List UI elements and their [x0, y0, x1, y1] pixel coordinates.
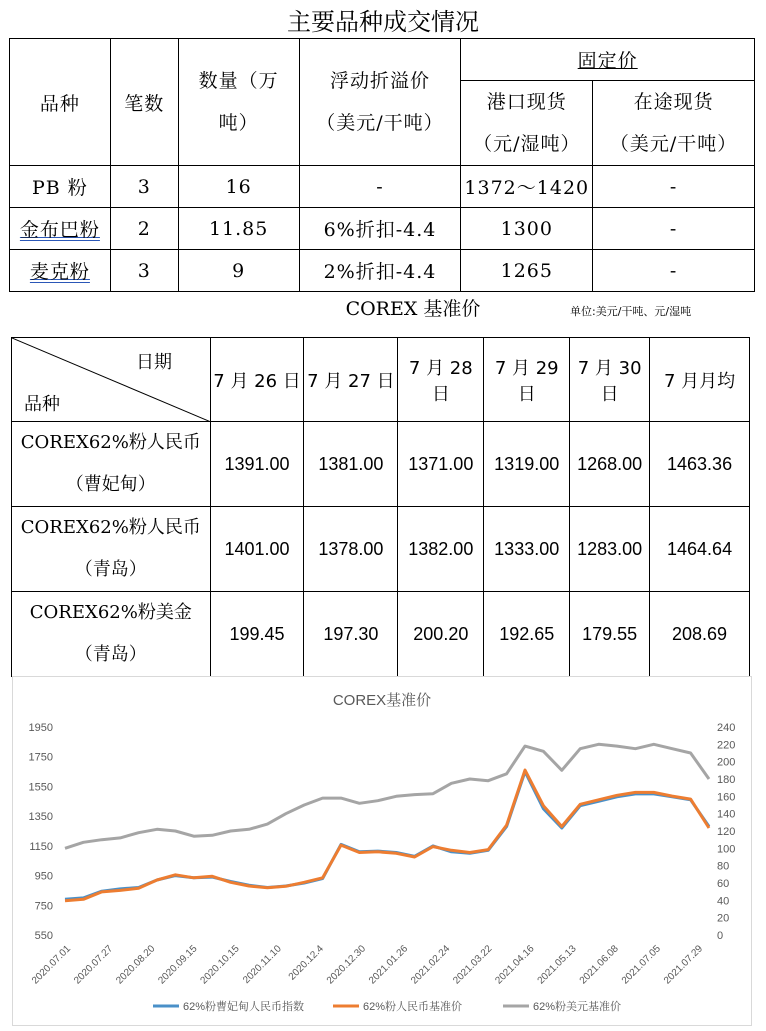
y-right-tick-label: 220	[717, 739, 736, 752]
y-left-tick-label: 1550	[28, 781, 53, 794]
cell-float: -	[299, 166, 461, 208]
price-cell: 1333.00	[484, 507, 570, 592]
y-right-tick-label: 60	[717, 878, 730, 890]
y-right-tick-label: 200	[717, 756, 736, 769]
y-right-tick-label: 20	[717, 912, 730, 925]
price-cell: 1391.00	[210, 422, 304, 507]
cell-quantity: 11.85	[178, 208, 299, 250]
date-header: 7 月 29 日	[484, 338, 570, 422]
cell-variety: 金布巴粉	[10, 208, 111, 250]
x-tick-label: 2021.05.13	[535, 943, 579, 987]
y-left-tick-label: 1750	[28, 751, 53, 764]
price-cell: 208.69	[650, 592, 750, 677]
y-right-tick-label: 160	[717, 791, 736, 804]
cell-float: 6%折扣-4.4	[299, 208, 461, 250]
x-tick-label: 2021.03.22	[451, 943, 495, 987]
price-cell: 200.20	[398, 592, 484, 677]
unit-note: 单位:美元/干吨、元/湿吨	[570, 305, 692, 318]
date-header: 7 月 28 日	[398, 338, 484, 422]
header-quantity: 数量（万 吨）	[178, 39, 299, 166]
y-right-tick-label: 40	[717, 895, 730, 908]
cell-quantity: 9	[178, 250, 299, 292]
series-line	[65, 770, 709, 901]
x-tick-label: 2020.07.01	[29, 943, 74, 987]
date-header: 7 月 27 日	[304, 338, 398, 422]
corner-cell	[12, 338, 211, 422]
price-cell: 1464.64	[650, 507, 750, 592]
price-cell: 192.65	[484, 592, 570, 677]
corner-variety-label: 品种	[24, 394, 60, 415]
price-cell: 1463.36	[650, 422, 750, 507]
cell-float: 2%折扣-4.4	[299, 250, 461, 292]
table-row	[10, 250, 755, 292]
date-header: 7 月 30 日	[570, 338, 650, 422]
date-header: 7 月 26 日	[210, 338, 304, 422]
y-left-tick-label: 750	[34, 900, 53, 913]
price-cell: 1401.00	[210, 507, 304, 592]
y-right-tick-label: 0	[717, 930, 724, 942]
y-left-tick-label: 1150	[29, 840, 53, 853]
table-row	[12, 422, 750, 507]
table-row	[10, 166, 755, 208]
y-right-tick-label: 240	[717, 722, 736, 734]
price-cell: 1381.00	[304, 422, 398, 507]
cell-variety: 麦克粉	[10, 250, 111, 292]
price-cell: 1378.00	[304, 507, 398, 592]
header-port: 港口现货 （元/湿吨）	[461, 81, 593, 166]
cell-transit: -	[593, 208, 755, 250]
corex-price-table	[11, 337, 750, 677]
x-tick-label: 2020.12.30	[324, 943, 369, 987]
y-right-tick-label: 120	[717, 826, 736, 838]
x-tick-label: 2020.08.20	[114, 943, 158, 987]
row-label: COREX62%粉人民币 （青岛）	[12, 507, 211, 592]
x-tick-label: 2020.12.4	[286, 943, 326, 983]
chart-svg	[13, 677, 751, 1025]
x-tick-label: 2020.09.15	[156, 943, 200, 987]
y-left-tick-label: 1950	[28, 722, 53, 734]
y-left-tick-label: 1350	[28, 811, 53, 824]
cell-port: 1265	[461, 250, 593, 292]
x-tick-label: 2021.04.16	[493, 943, 537, 987]
y-left-tick-label: 550	[34, 930, 53, 942]
page-title: 主要品种成交情况	[287, 8, 479, 36]
section-title: COREX 基准价	[345, 298, 481, 320]
x-tick-label: 2021.07.29	[661, 943, 706, 987]
cell-count: 3	[110, 166, 178, 208]
cell-variety: PB 粉	[10, 166, 111, 208]
y-left-tick-label: 950	[34, 870, 53, 883]
x-tick-label: 2020.07.27	[72, 943, 116, 987]
table-row	[10, 208, 755, 250]
header-fixed: 固定价	[461, 39, 755, 81]
cell-count: 2	[110, 208, 178, 250]
x-tick-label: 2021.01.26	[367, 943, 411, 987]
header-float: 浮动折溢价 （美元/干吨）	[299, 39, 461, 166]
table-row	[12, 592, 750, 677]
row-label: COREX62%粉人民币 （曹妃甸）	[12, 422, 211, 507]
header-variety: 品种	[10, 39, 111, 166]
price-cell: 1283.00	[570, 507, 650, 592]
x-tick-label: 2020.10.15	[198, 943, 242, 987]
price-cell: 1371.00	[398, 422, 484, 507]
y-right-tick-label: 80	[717, 860, 730, 873]
chart-title: COREX基准价	[332, 692, 432, 709]
price-cell: 1268.00	[570, 422, 650, 507]
cell-transit: -	[593, 250, 755, 292]
corner-date-label: 日期	[136, 352, 172, 373]
x-tick-label: 2021.07.05	[619, 943, 663, 987]
price-cell: 1319.00	[484, 422, 570, 507]
legend-label: 62%粉人民币基准价	[363, 1001, 463, 1013]
price-cell: 1382.00	[398, 507, 484, 592]
cell-count: 3	[110, 250, 178, 292]
x-tick-label: 2021.02.24	[409, 943, 453, 987]
price-cell: 179.55	[570, 592, 650, 677]
cell-port: 1300	[461, 208, 593, 250]
date-header: 7 月月均	[650, 338, 750, 422]
cell-transit: -	[593, 166, 755, 208]
corex-chart	[12, 676, 752, 1026]
y-right-tick-label: 140	[717, 808, 736, 821]
price-cell: 197.30	[304, 592, 398, 677]
cell-port: 1372～1420	[461, 166, 593, 208]
cell-quantity: 16	[178, 166, 299, 208]
legend-label: 62%粉美元基准价	[533, 1001, 622, 1013]
header-count: 笔数	[110, 39, 178, 166]
y-right-tick-label: 100	[717, 843, 736, 856]
row-label: COREX62%粉美金 （青岛）	[12, 592, 211, 677]
table-row	[12, 507, 750, 592]
legend-label: 62%粉曹妃甸人民币指数	[183, 1001, 305, 1013]
x-tick-label: 2020.11.10	[241, 943, 284, 986]
trade-summary-table	[9, 38, 755, 292]
price-cell: 199.45	[210, 592, 304, 677]
header-transit: 在途现货 （美元/干吨）	[593, 81, 755, 166]
y-right-tick-label: 180	[717, 774, 736, 786]
x-tick-label: 2021.06.08	[577, 943, 621, 987]
